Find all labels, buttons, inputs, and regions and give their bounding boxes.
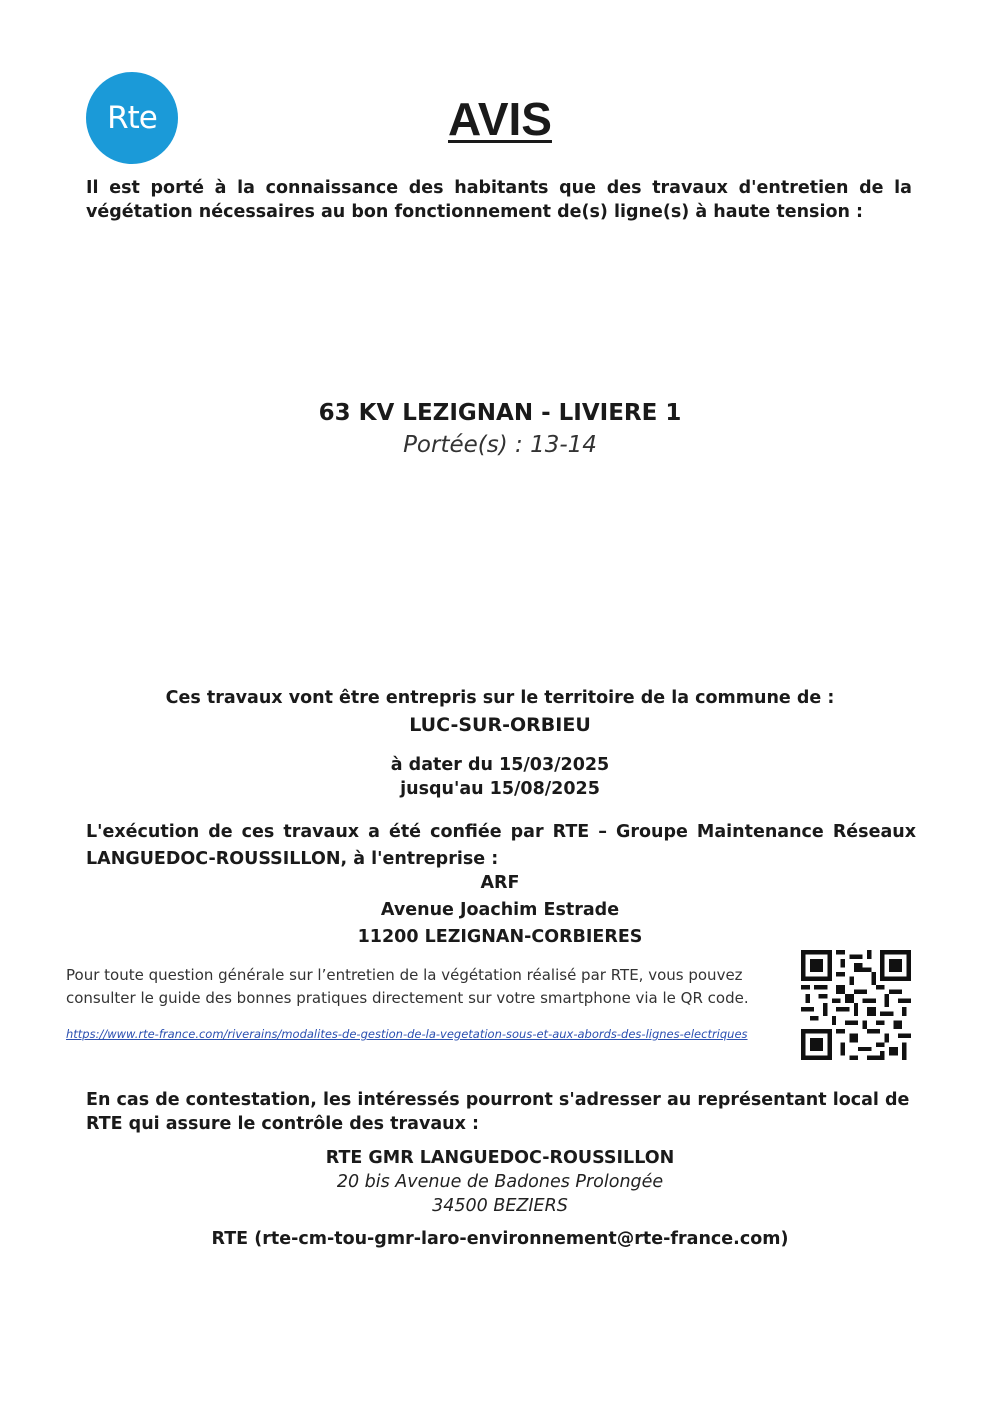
qr-code-icon[interactable] [801,950,911,1060]
intro-text: Il est porté à la connaissance des habitants que des travaux d'entretien de la végétation nécessaires au bon fonctionnement de(s) ligne(s) à haute tension : [86,178,912,222]
line-name: 63 KV LEZIGNAN - LIVIERE 1 [318,400,682,426]
contact-city: 34500 BEZIERS [432,1196,568,1216]
contact-address: 20 bis Avenue de Badones Prolongée [336,1172,664,1192]
execution-text: L'exécution de ces travaux a été confiée par RTE – Groupe Maintenance Réseaux LANGUEDOC-ROUSSILLON, à l'entreprise : [86,822,916,869]
contest-text: En cas de contestation, les intéressés pourront s'adresser au représentant local de RTE qui assure le contrôle des travaux : [86,1090,910,1134]
info-text: Pour toute question générale sur l’entretien de la végétation réalisé par RTE, vous pouvez consulter le guide des bonnes pratiques directement sur votre smartphone via le QR code. [66,966,749,1007]
logo-text: Rte [107,100,157,136]
line-portee: Portée(s) : 13-14 [403,432,597,458]
contact-email: RTE (rte-cm-tou-gmr-laro-environnement@rte-france.com) [211,1229,789,1249]
page-title: AVIS [448,93,552,145]
date-from: à dater du 15/03/2025 [390,755,610,775]
company-address: Avenue Joachim Estrade [380,900,620,920]
date-to: jusqu'au 15/08/2025 [400,779,600,799]
commune-name: LUC-SUR-ORBIEU [409,714,591,736]
company-city: 11200 LEZIGNAN-CORBIERES [357,927,643,947]
contact-org: RTE GMR LANGUEDOC-ROUSSILLON [325,1148,675,1168]
commune-intro: Ces travaux vont être entrepris sur le territoire de la commune de : [165,688,835,708]
company-name: ARF [480,873,520,893]
guide-link[interactable]: https://www.rte-france.com/riverains/modalites-de-gestion-de-la-vegetation-sous-et-aux-abords-des-lignes-electriques [66,1027,748,1041]
